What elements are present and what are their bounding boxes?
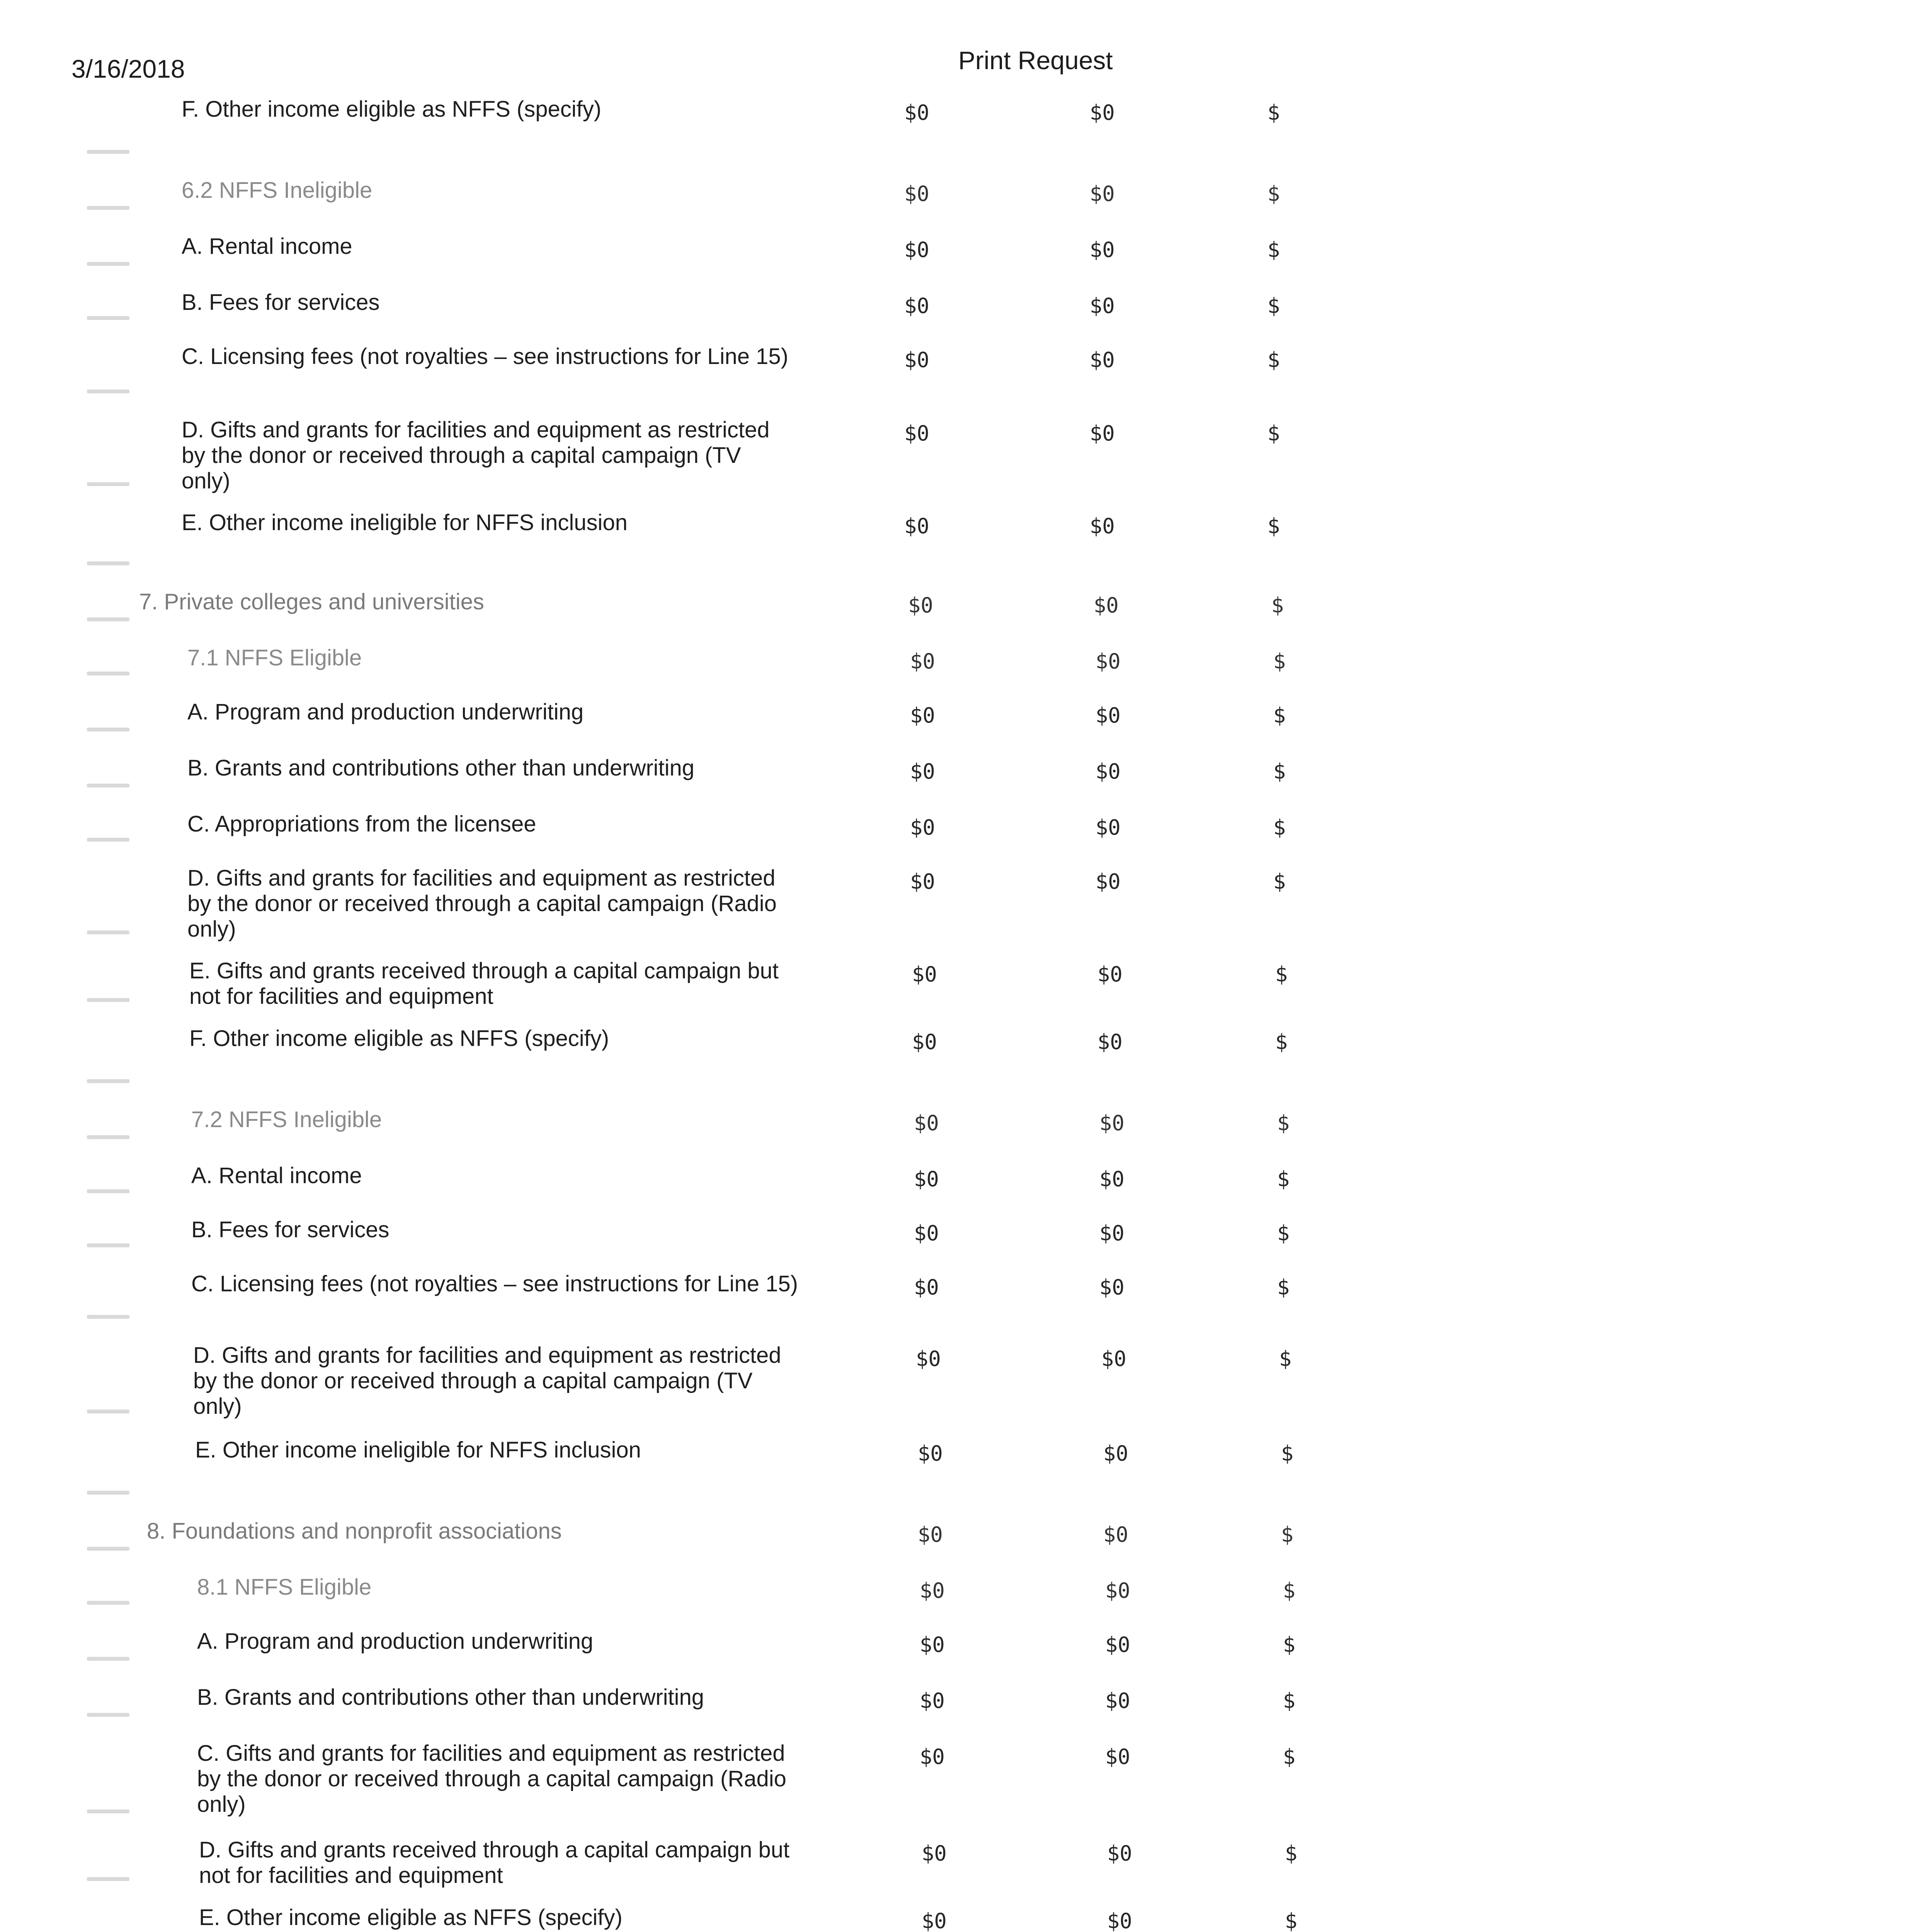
row-marker	[87, 1491, 129, 1495]
row-marker	[87, 838, 129, 842]
value-col-3: $	[1273, 815, 1286, 840]
row-label: 8. Foundations and nonprofit associations	[147, 1519, 562, 1544]
value-col-1: $0	[914, 1167, 939, 1191]
value-col-2: $0	[1090, 348, 1115, 372]
value-col-3: $	[1283, 1578, 1296, 1603]
value-col-1: $0	[920, 1689, 945, 1713]
value-col-2: $0	[1107, 1841, 1133, 1866]
row-marker	[87, 672, 129, 675]
row-marker	[87, 482, 129, 486]
row-marker	[87, 1877, 129, 1881]
value-col-3: $	[1267, 182, 1280, 206]
value-col-2: $0	[1095, 759, 1121, 784]
row-marker	[87, 1315, 129, 1319]
value-col-1: $0	[922, 1841, 947, 1866]
value-col-2: $0	[1090, 238, 1115, 262]
value-col-1: $0	[910, 759, 935, 784]
value-col-1: $0	[904, 100, 930, 125]
value-col-2: $0	[1097, 962, 1123, 986]
value-col-3: $	[1283, 1745, 1296, 1769]
value-col-1: $0	[920, 1578, 945, 1603]
value-col-3: $	[1277, 1167, 1290, 1191]
row-label: C. Licensing fees (not royalties – see instructions for Line 15)	[182, 344, 789, 369]
row-label: 7.1 NFFS Eligible	[187, 645, 362, 670]
value-col-2: $0	[1105, 1745, 1131, 1769]
value-col-3: $	[1267, 348, 1280, 372]
value-col-1: $0	[920, 1633, 945, 1657]
value-col-3: $	[1277, 1221, 1290, 1245]
value-col-3: $	[1285, 1841, 1298, 1866]
value-col-3: $	[1273, 703, 1286, 728]
value-col-2: $0	[1105, 1578, 1131, 1603]
row-label: A. Program and production underwriting	[187, 699, 584, 724]
row-label: D. Gifts and grants received through a capital campaign but not for facilities and equipment	[199, 1837, 790, 1888]
row-marker	[87, 561, 129, 565]
row-marker	[87, 206, 129, 210]
row-label: B. Fees for services	[191, 1217, 389, 1242]
row-label: F. Other income eligible as NFFS (specify)	[189, 1026, 609, 1051]
value-col-3: $	[1279, 1347, 1292, 1371]
value-col-3: $	[1267, 294, 1280, 318]
value-col-3: $	[1273, 649, 1286, 673]
value-col-2: $0	[1095, 703, 1121, 728]
row-label: 8.1 NFFS Eligible	[197, 1575, 372, 1600]
value-col-1: $0	[904, 421, 930, 446]
row-label: 7.2 NFFS Ineligible	[191, 1107, 382, 1132]
row-label: D. Gifts and grants for facilities and equipment as restricted by the donor or received through a capital campaign (Radio only)	[187, 866, 777, 942]
value-col-1: $0	[910, 703, 935, 728]
value-col-2: $0	[1105, 1689, 1131, 1713]
value-col-2: $0	[1090, 294, 1115, 318]
value-col-2: $0	[1090, 182, 1115, 206]
row-marker	[87, 784, 129, 787]
row-label: A. Program and production underwriting	[197, 1629, 594, 1654]
row-label: E. Other income ineligible for NFFS inclusion	[195, 1437, 641, 1463]
value-col-1: $0	[904, 182, 930, 206]
row-marker	[87, 262, 129, 266]
value-col-3: $	[1271, 593, 1284, 617]
row-marker	[87, 617, 129, 621]
row-marker	[87, 1657, 129, 1661]
value-col-1: $0	[910, 815, 935, 840]
row-marker	[87, 1547, 129, 1551]
value-col-3: $	[1275, 962, 1288, 986]
row-marker	[87, 1243, 129, 1247]
row-marker	[87, 1601, 129, 1605]
value-col-3: $	[1275, 1030, 1288, 1054]
value-col-2: $0	[1095, 869, 1121, 894]
value-col-3: $	[1283, 1633, 1296, 1657]
value-col-1: $0	[904, 514, 930, 538]
value-col-1: $0	[912, 1030, 937, 1054]
row-label: 6.2 NFFS Ineligible	[182, 178, 372, 203]
value-col-1: $0	[914, 1111, 939, 1135]
row-label: F. Other income eligible as NFFS (specify)	[182, 97, 602, 122]
row-marker	[87, 316, 129, 320]
row-marker	[87, 998, 129, 1002]
value-col-2: $0	[1099, 1275, 1125, 1299]
value-col-2: $0	[1094, 593, 1119, 617]
value-col-2: $0	[1105, 1633, 1131, 1657]
row-marker	[87, 1810, 129, 1813]
value-col-3: $	[1277, 1111, 1290, 1135]
value-col-2: $0	[1090, 421, 1115, 446]
value-col-1: $0	[910, 649, 935, 673]
value-col-3: $	[1267, 514, 1280, 538]
row-label: A. Rental income	[191, 1163, 362, 1188]
value-col-3: $	[1273, 869, 1286, 894]
value-col-1: $0	[904, 348, 930, 372]
value-col-3: $	[1281, 1522, 1294, 1547]
value-col-3: $	[1281, 1441, 1294, 1466]
value-col-2: $0	[1107, 1909, 1133, 1932]
value-col-3: $	[1273, 759, 1286, 784]
row-label: A. Rental income	[182, 234, 352, 259]
row-label: D. Gifts and grants for facilities and equipment as restricted by the donor or received through a capital campaign (TV only)	[182, 417, 770, 493]
value-col-2: $0	[1090, 514, 1115, 538]
row-label: C. Gifts and grants for facilities and equipment as restricted by the donor or received through a capital campaign (Radio only)	[197, 1741, 787, 1817]
row-label: B. Grants and contributions other than underwriting	[197, 1685, 704, 1710]
value-col-1: $0	[914, 1275, 939, 1299]
value-col-3: $	[1277, 1275, 1290, 1299]
print-date: 3/16/2018	[71, 54, 185, 83]
row-marker	[87, 1713, 129, 1717]
value-col-1: $0	[918, 1441, 943, 1466]
row-label: 7. Private colleges and universities	[139, 589, 485, 614]
row-label: B. Grants and contributions other than underwriting	[187, 755, 695, 781]
row-marker	[87, 1189, 129, 1193]
value-col-2: $0	[1095, 815, 1121, 840]
value-col-2: $0	[1099, 1167, 1125, 1191]
value-col-3: $	[1267, 238, 1280, 262]
row-marker	[87, 1079, 129, 1083]
row-marker	[87, 728, 129, 731]
value-col-1: $0	[918, 1522, 943, 1547]
value-col-1: $0	[912, 962, 937, 986]
page-title: Print Request	[958, 46, 1113, 75]
value-col-2: $0	[1097, 1030, 1123, 1054]
value-col-2: $0	[1099, 1111, 1125, 1135]
value-col-1: $0	[920, 1745, 945, 1769]
value-col-3: $	[1267, 100, 1280, 125]
value-col-2: $0	[1095, 649, 1121, 673]
row-label: D. Gifts and grants for facilities and equipment as restricted by the donor or received through a capital campaign (TV only)	[193, 1343, 781, 1419]
value-col-2: $0	[1103, 1522, 1129, 1547]
row-marker	[87, 930, 129, 934]
value-col-1: $0	[914, 1221, 939, 1245]
row-label: C. Appropriations from the licensee	[187, 811, 536, 837]
value-col-1: $0	[904, 238, 930, 262]
value-col-2: $0	[1101, 1347, 1127, 1371]
row-label: E. Other income ineligible for NFFS inclusion	[182, 510, 628, 535]
value-col-3: $	[1285, 1909, 1298, 1932]
row-label: E. Gifts and grants received through a capital campaign but not for facilities and equipment	[189, 958, 779, 1009]
value-col-2: $0	[1099, 1221, 1125, 1245]
value-col-3: $	[1267, 421, 1280, 446]
value-col-1: $0	[916, 1347, 941, 1371]
value-col-1: $0	[922, 1909, 947, 1932]
row-label: C. Licensing fees (not royalties – see instructions for Line 15)	[191, 1271, 798, 1296]
row-marker	[87, 1410, 129, 1413]
row-marker	[87, 1135, 129, 1139]
value-col-3: $	[1283, 1689, 1296, 1713]
row-label: B. Fees for services	[182, 290, 380, 315]
value-col-2: $0	[1090, 100, 1115, 125]
row-marker	[87, 150, 129, 154]
row-label: E. Other income eligible as NFFS (specify)	[199, 1905, 622, 1930]
value-col-1: $0	[910, 869, 935, 894]
value-col-1: $0	[904, 294, 930, 318]
row-marker	[87, 389, 129, 393]
value-col-1: $0	[908, 593, 934, 617]
value-col-2: $0	[1103, 1441, 1129, 1466]
